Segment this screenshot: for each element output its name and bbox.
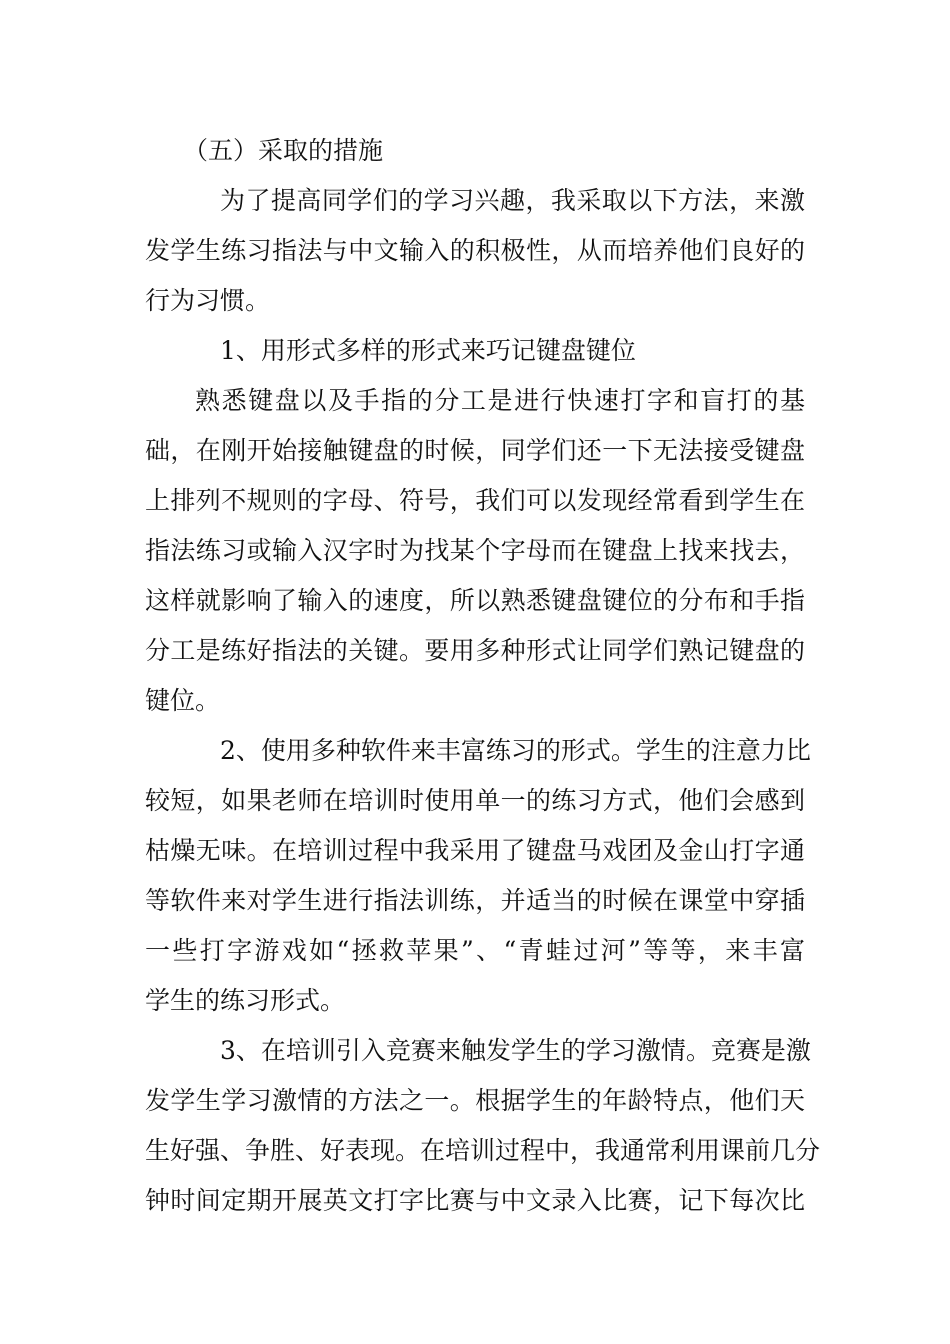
- item1-line-5: 这样就影响了输入的速度，所以熟悉键盘键位的分布和手指: [145, 586, 805, 615]
- intro-line-2: 发学生练习指法与中文输入的积极性，从而培养他们良好的: [145, 236, 805, 265]
- item2-line-3: 枯燥无味。在培训过程中我采用了键盘马戏团及金山打字通: [145, 836, 805, 865]
- item1-heading: 1、用形式多样的形式来巧记键盘键位: [220, 336, 636, 365]
- item3-line-2: 发学生学习激情的方法之一。根据学生的年龄特点，他们天: [145, 1086, 805, 1115]
- item3-line-3: 生好强、争胜、好表现。在培训过程中，我通常利用课前几分: [145, 1136, 821, 1165]
- item2-line-2: 较短，如果老师在培训时使用单一的练习方式，他们会感到: [145, 786, 805, 815]
- item1-line-2: 础，在刚开始接触键盘的时候，同学们还一下无法接受键盘: [145, 436, 805, 465]
- item1-line-7: 键位。: [145, 686, 221, 715]
- item1-line-4: 指法练习或输入汉字时为找某个字母而在键盘上找来找去，: [145, 536, 805, 565]
- item2-line-5: 一些打字游戏如“拯救苹果”、“青蛙过河”等等，来丰富: [145, 936, 805, 965]
- intro-line-3: 行为习惯。: [145, 286, 271, 315]
- item1-line-1: 熟悉键盘以及手指的分工是进行快速打字和盲打的基: [195, 386, 805, 415]
- item2-line-4: 等软件来对学生进行指法训练，并适当的时候在课堂中穿插: [145, 886, 805, 915]
- item3-line-4: 钟时间定期开展英文打字比赛与中文录入比赛，记下每次比: [145, 1186, 805, 1215]
- item2-line-6: 学生的练习形式。: [145, 986, 346, 1015]
- item3-line-1: 3、在培训引入竞赛来触发学生的学习激情。竞赛是激: [220, 1036, 811, 1065]
- section-heading: （五）采取的措施: [183, 136, 384, 165]
- item1-line-3: 上排列不规则的字母、符号，我们可以发现经常看到学生在: [145, 486, 805, 515]
- item2-line-1: 2、使用多种软件来丰富练习的形式。学生的注意力比: [220, 736, 811, 765]
- intro-line-1: 为了提高同学们的学习兴趣，我采取以下方法，来激: [220, 186, 805, 215]
- item1-line-6: 分工是练好指法的关键。要用多种形式让同学们熟记键盘的: [145, 636, 805, 665]
